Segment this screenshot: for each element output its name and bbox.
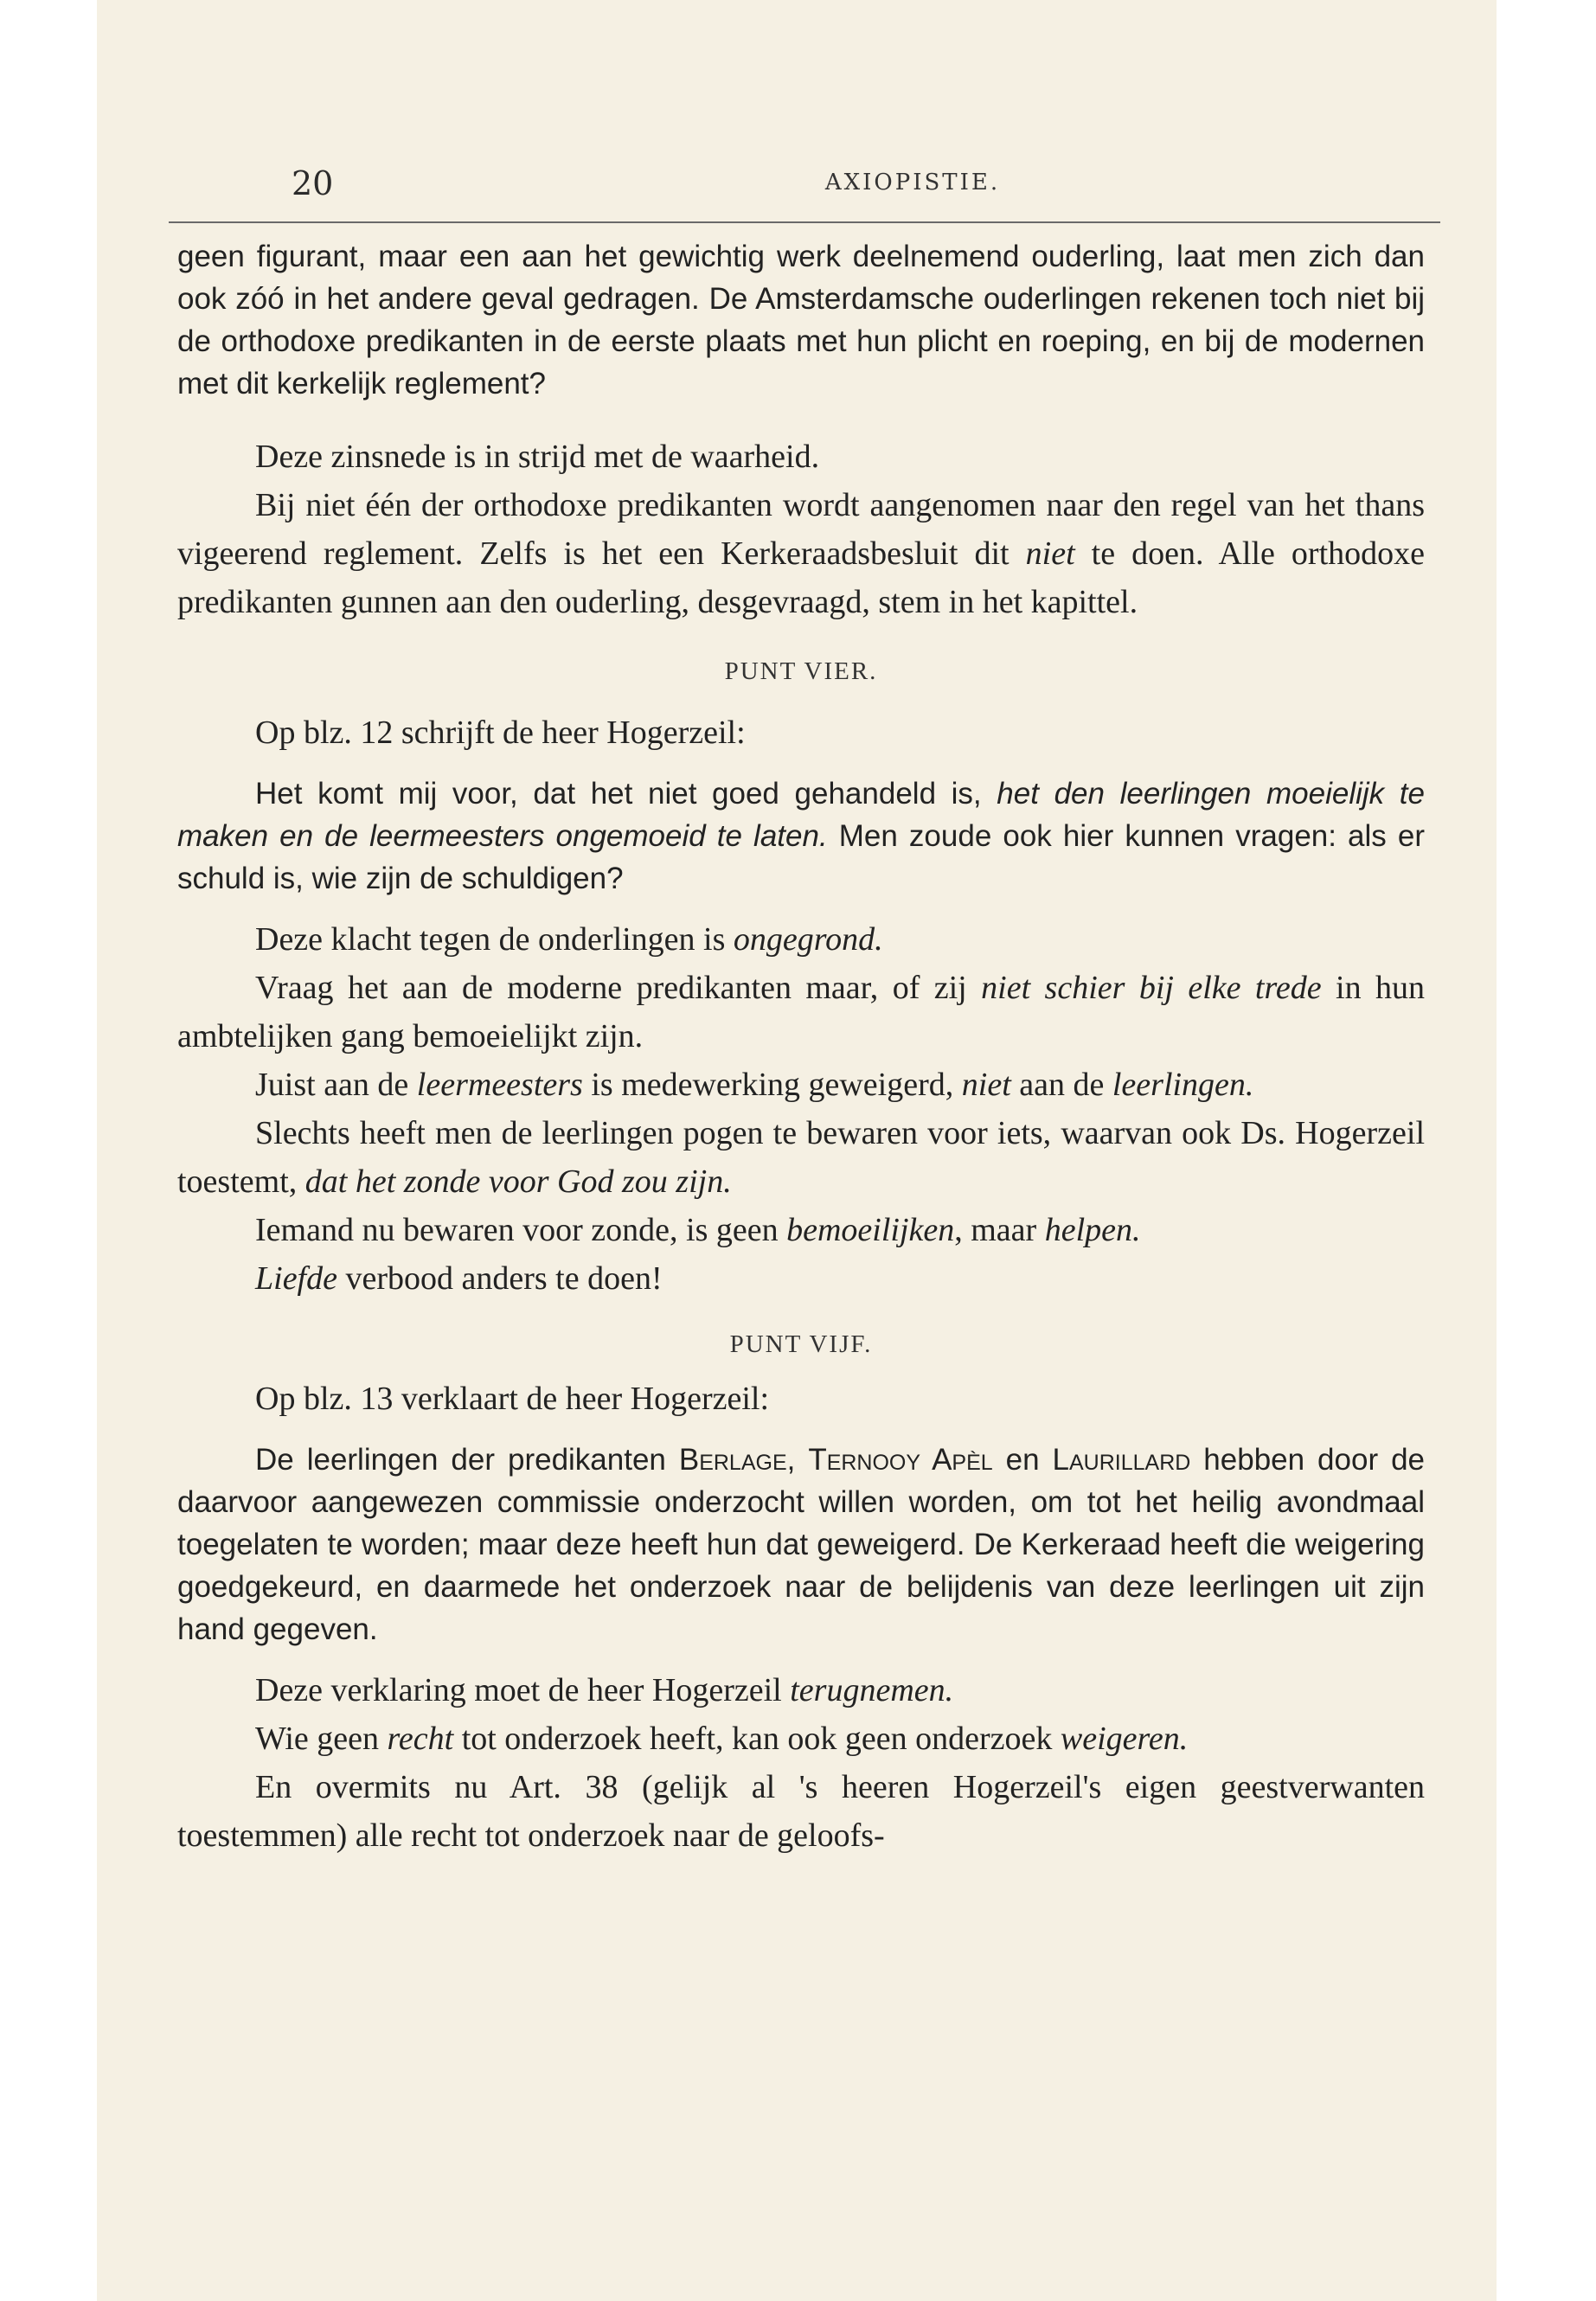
name-ternooy-apel: Ternooy Apèl bbox=[808, 1443, 993, 1477]
emphasis: bemoeilijken bbox=[786, 1212, 955, 1248]
emphasis: ongegrond. bbox=[733, 921, 883, 958]
name-laurillard: Laurillard bbox=[1052, 1443, 1191, 1477]
emphasis: niet bbox=[961, 1067, 1011, 1103]
emphasis: leerlingen. bbox=[1112, 1067, 1254, 1103]
emphasis: dat het zonde voor God zou zijn. bbox=[304, 1163, 732, 1200]
emphasis: terugnemen. bbox=[790, 1672, 954, 1708]
name-berlage: Berlage bbox=[678, 1443, 787, 1477]
emphasis: leermeesters bbox=[416, 1067, 583, 1103]
paragraph-9: Deze verklaring moet de heer Hogerzeil terugnemen. bbox=[255, 1672, 954, 1708]
section-heading-punt-vijf: PUNT VIJF. bbox=[729, 1330, 873, 1358]
section5-intro: Op blz. 13 verklaart de heer Hogerzeil: bbox=[255, 1381, 770, 1417]
emphasis: recht bbox=[387, 1721, 454, 1757]
emphasis: niet schier bij elke trede bbox=[981, 970, 1322, 1006]
emphasis: helpen. bbox=[1044, 1212, 1141, 1248]
section4-intro: Op blz. 12 schrijft de heer Hogerzeil: bbox=[255, 715, 746, 751]
running-title: AXIOPISTIE. bbox=[824, 170, 1001, 195]
emphasis: weigeren. bbox=[1060, 1721, 1189, 1757]
emphasis: niet bbox=[1025, 535, 1075, 572]
paragraph-4: Vraag het aan de moderne predikanten maar, of zij niet schier bij elke trede in hun ambtelijken gang bemoeielijkt zijn. bbox=[177, 970, 1425, 1054]
paragraph-8: Liefde verbood anders te doen! bbox=[255, 1260, 663, 1297]
paragraph-1: Deze zinsnede is in strijd met de waarheid. bbox=[255, 439, 820, 475]
page-number: 20 bbox=[292, 164, 334, 202]
page-body bbox=[177, 235, 1425, 1860]
header-rule bbox=[169, 221, 1440, 223]
section-heading-punt-vier: PUNT VIER. bbox=[724, 657, 878, 685]
quoted-passage-1: geen figurant, maar een aan het gewichtig werk deelnemend ouderling, laat men zich dan ook zóó in het andere geval gedragen. De Amsterdamsche ouderlingen rekenen toch niet bij de orthodoxe predikanten in de eerste plaats met hun plicht en roeping, en bij de modernen met dit kerkelijk reglement? bbox=[177, 240, 1425, 401]
paragraph-11: En overmits nu Art. 38 (gelijk al 's heeren Hogerzeil's eigen geestverwanten toestemmen) alle recht tot onderzoek naar de geloofs- bbox=[177, 1769, 1425, 1854]
paragraph-7: Iemand nu bewaren voor zonde, is geen bemoeilijken, maar helpen. bbox=[255, 1212, 1141, 1248]
paragraph-5: Juist aan de leermeesters is medewerking geweigerd, niet aan de leerlingen. bbox=[255, 1067, 1254, 1103]
paragraph-3: Deze klacht tegen de onderlingen is ongegrond. bbox=[255, 921, 883, 958]
paragraph-10: Wie geen recht tot onderzoek heeft, kan ook geen onderzoek weigeren. bbox=[255, 1721, 1189, 1757]
quoted-passage-3: De leerlingen der predikanten Berlage, Ternooy Apèl en Laurillard hebben door de daarvoor aangewezen commissie onderzocht willen worden, om tot het heilig avondmaal toegelaten te worden; maar deze heeft hun dat geweigerd. De Kerkeraad heeft die weigering goedgekeurd, en daarmede het onderzoek naar de belijdenis van deze leerlingen uit zijn hand gegeven. bbox=[177, 1443, 1425, 1646]
emphasis: het den leerlingen moeielijk te maken en de leermeesters ongemoeid te laten. bbox=[177, 777, 1425, 853]
paragraph-2: Bij niet één der orthodoxe predikanten wordt aangenomen naar den regel van het thans vigeerend reglement. Zelfs is het een Kerkeraadsbesluit dit niet te doen. Alle orthodoxe predikanten gunnen aan den ouderling, desgevraagd, stem in het kapittel. bbox=[177, 487, 1426, 620]
emphasis: Liefde bbox=[255, 1260, 337, 1297]
page-header bbox=[292, 164, 1534, 202]
quoted-passage-2: Het komt mij voor, dat het niet goed gehandeld is, het den leerlingen moeielijk te maken en de leermeesters ongemoeid te laten. Men zoude ook hier kunnen vragen: als er schuld is, wie zijn de schuldigen? bbox=[177, 777, 1425, 895]
paragraph-6: Slechts heeft men de leerlingen pogen te bewaren voor iets, waarvan ook Ds. Hogerzeil toestemt, dat het zonde voor God zou zijn. bbox=[177, 1115, 1425, 1200]
